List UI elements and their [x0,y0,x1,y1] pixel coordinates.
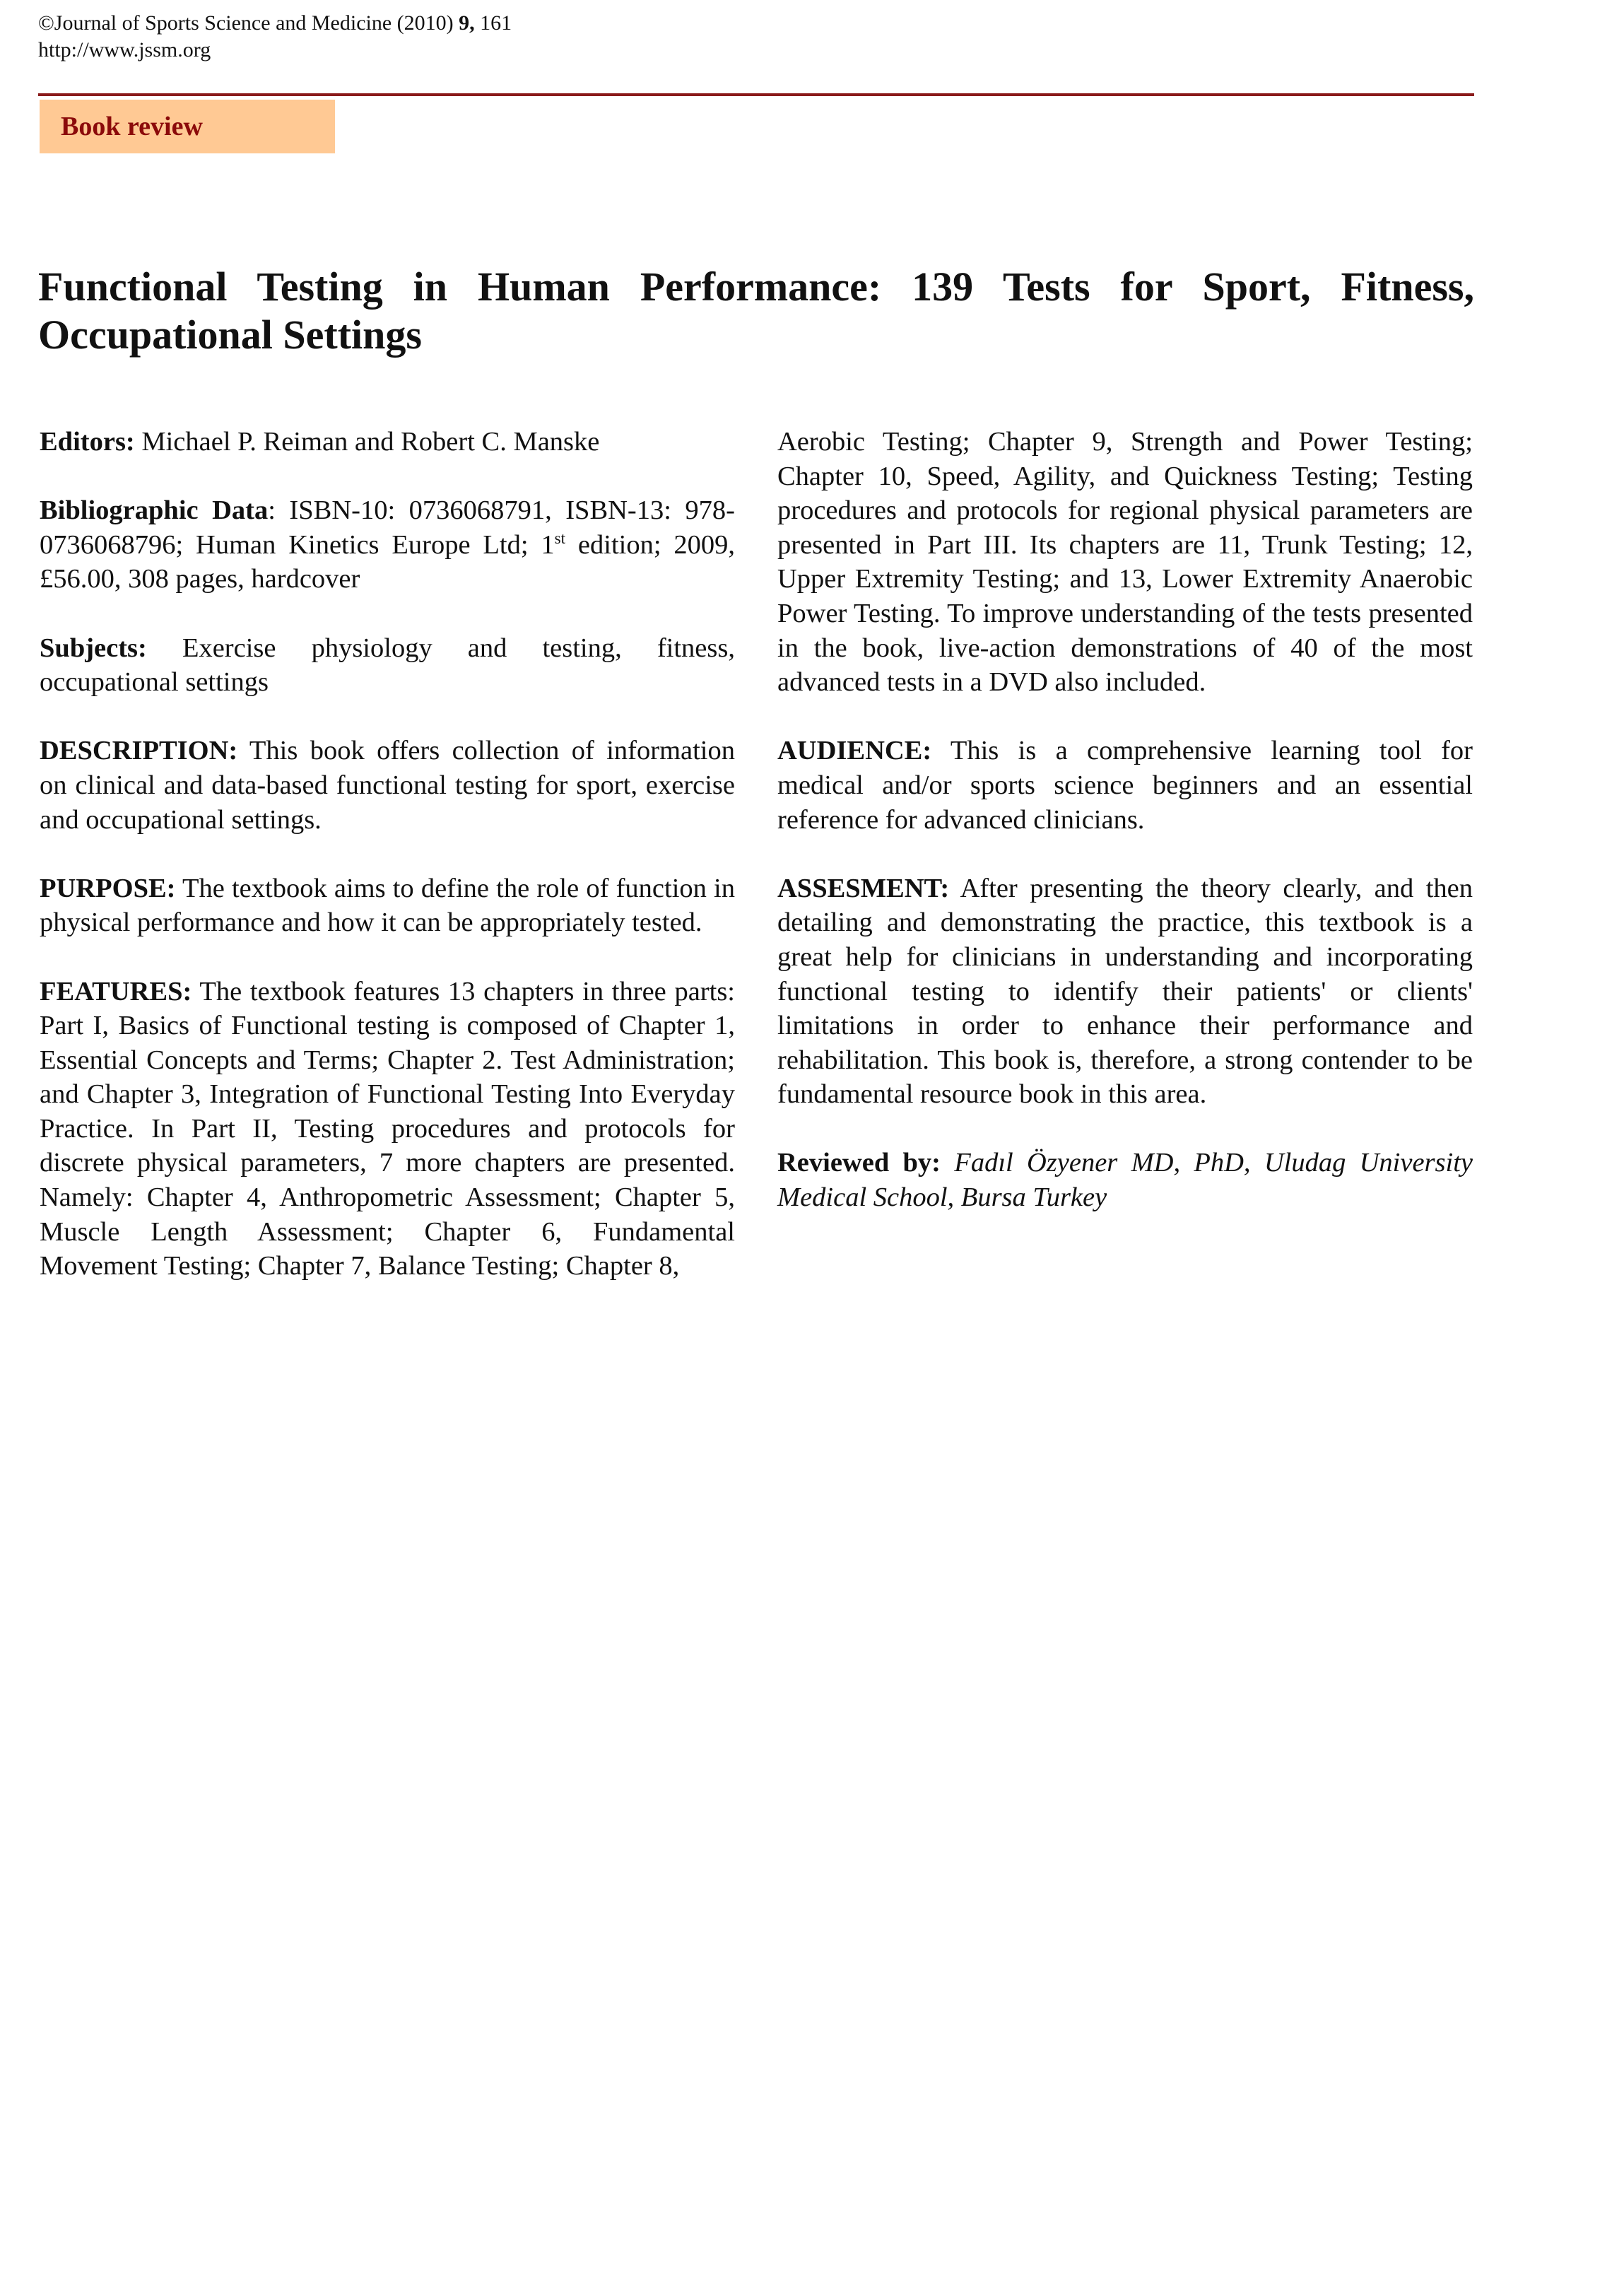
subjects-text: Exercise physiology and testing, fitness, occupational settings [40,633,735,698]
reviewer-text: Fadıl Özyener MD, PhD, Uludag University Medical School, Bursa Turkey [777,1148,1473,1213]
journal-citation [38,11,512,35]
features-label: FEATURES: [40,976,192,1006]
bibliographic-text: : ISBN-10: 0736068791, ISBN-13: 978-0736068796; Human Kinetics Europe Ltd; 1 [40,495,735,560]
subjects-paragraph [40,631,735,700]
purpose-paragraph [40,871,735,940]
features-paragraph [40,975,735,1284]
editors-text: Michael P. Reiman and Robert C. Manske [134,427,600,457]
purpose-label: PURPOSE: [40,873,176,903]
journal-page: 161 [474,11,512,35]
audience-text: This is a comprehensive learning tool for medical and/or sports science beginners and an essential reference for advanced clinicians. [777,736,1473,835]
editors-label: Editors: [40,427,135,457]
features-text: The textbook features 13 chapters in three parts: Part I, Basics of Functional testing is composed of Chapter 1, Essential Concepts and Terms; Chapter 2. Test Administration; and Chapter 3, Integration of Functional Testing Into Everyday Practice. In Part II, Testing procedures and protocols for discrete physical parameters, 7 more chapters are presented. Namely: Chapter 4, Anthropometric Assessment; Chapter 5, Muscle Length Assessment; Chapter 6, Fundamental Movement Testing; Chapter 7, Balance Testing; Chapter 8, [40,976,735,1281]
features-continued-paragraph: Aerobic Testing; Chapter 9, Strength and Power Testing; Chapter 10, Speed, Agility, and Quickness Testing; Testing procedures and protocols for regional physical parameters are presented in Part III. Its chapters are 11, Trunk Testing; 12, Upper Extremity Testing; and 13, Lower Extremity Anaerobic Power Testing. To improve understanding of the tests presented in the book, live-action demonstrations of 40 of the most advanced tests in a DVD also included. [777,427,1473,698]
left-column [40,425,735,1317]
journal-url[interactable]: http://www.jssm.org [38,38,211,61]
reviewed-by-label: Reviewed by: [777,1148,941,1178]
bibliographic-paragraph [40,493,735,597]
article-title: Functional Testing in Human Performance: 139 Tests for Sport, Fitness, Occupational Settings [38,264,1474,358]
bibliographic-text-end: edition; 2009, £56.00, 308 pages, hardcover [40,529,735,594]
journal-volume: 9, [459,11,475,35]
description-label: DESCRIPTION: [40,736,238,766]
assesment-label: ASSESMENT: [777,873,950,903]
edition-superscript: st [554,528,566,547]
description-text: This book offers collection of information on clinical and data-based functional testing for sport, exercise and occupational settings. [40,736,735,835]
purpose-text: The textbook aims to define the role of function in physical performance and how it can be appropriately tested. [40,873,735,938]
audience-label: AUDIENCE: [777,736,932,766]
editors-paragraph [40,425,735,459]
reviewed-by-paragraph [777,1146,1473,1214]
description-paragraph [40,734,735,837]
subjects-label: Subjects: [40,633,147,663]
assesment-paragraph [777,871,1473,1112]
bibliographic-label: Bibliographic Data [40,495,269,526]
journal-name: ©Journal of Sports Science and Medicine (2010) [38,11,459,35]
section-tag: Book review [40,100,335,153]
header-rule [38,93,1474,96]
audience-paragraph [777,734,1473,837]
right-column [777,425,1473,1249]
assesment-text: After presenting the theory clearly, and then detailing and demonstrating the practice, this textbook is a great help for clinicians in understanding and incorporating functional testing to identify their patients' or clients' limitations in order to enhance their performance and rehabilitation. This book is, therefore, a strong contender to be fundamental resource book in this area. [777,873,1473,1110]
